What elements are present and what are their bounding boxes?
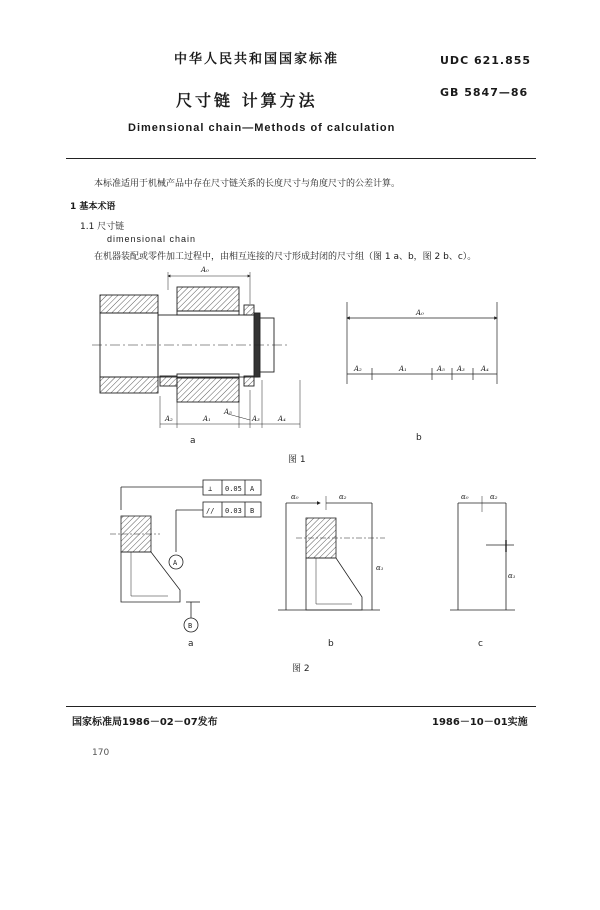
fig1a-label-A2: A₂ xyxy=(165,415,173,423)
figure1-caption: 图 1 xyxy=(288,455,306,465)
perpendicularity-symbol: ⊥ xyxy=(208,485,213,493)
intro-paragraph: 本标准适用于机械产品中存在尺寸链关系的长度尺寸与角度尺寸的公差计算。 xyxy=(94,179,401,189)
figure1a-assembly-drawing xyxy=(92,272,300,428)
fig1a-label-A3: A₃ xyxy=(252,415,260,423)
fig1b-label-A4: A₄ xyxy=(481,365,489,373)
document-title: 尺寸链 计算方法 xyxy=(176,91,318,110)
figure2a-part-drawing xyxy=(110,480,261,632)
fig1a-label-A0: A₀ xyxy=(201,266,209,274)
figure2b-angle-chain xyxy=(278,496,385,610)
datum-B-label: B xyxy=(188,622,193,630)
section-heading: 1 基本术语 xyxy=(70,202,116,212)
implementation-date: 1986－10－01实施 xyxy=(432,717,528,728)
document-title-english: Dimensional chain—Methods of calculation xyxy=(128,122,396,134)
fig1b-label-A3: A₃ xyxy=(457,365,465,373)
fig1b-sublabel: b xyxy=(416,433,422,443)
figure2-caption: 图 2 xyxy=(292,664,310,674)
publication-date: 国家标准局1986－02－07发布 xyxy=(72,717,218,728)
page-number: 170 xyxy=(92,748,110,758)
fig2b-label-a1: α₁ xyxy=(376,564,384,572)
fig2b-label-a0: α₀ xyxy=(291,493,299,501)
fig2c-label-a0: α₀ xyxy=(461,493,469,501)
gb-number: GB 5847—86 xyxy=(440,86,529,99)
perpendicularity-tolerance: 0.05 xyxy=(225,485,242,493)
standard-title: 中华人民共和国国家标准 xyxy=(174,52,340,67)
fig1a-label-A1: A₁ xyxy=(203,415,211,423)
fig1a-label-A4: A₄ xyxy=(278,415,286,423)
fig2c-label-a1: α₁ xyxy=(508,572,516,580)
footer-divider xyxy=(66,706,536,707)
definition-paragraph: 在机器装配或零件加工过程中，由相互连接的尺寸形成封闭的尺寸组（图 1 a、b，图 2 b、c）。 xyxy=(94,252,477,262)
fig2a-sublabel: a xyxy=(188,639,194,649)
figure2c-angle-chain xyxy=(450,496,515,610)
fig2b-sublabel: b xyxy=(328,639,334,649)
perpendicularity-datum: A xyxy=(250,485,255,493)
fig1a-sublabel: a xyxy=(190,436,196,446)
term-english: dimensional chain xyxy=(107,234,197,244)
fig2b-label-a2: α₂ xyxy=(339,493,347,501)
fig2c-sublabel: c xyxy=(478,639,483,649)
fig1b-label-A0: A₀ xyxy=(416,309,424,317)
udc-code: UDC 621.855 xyxy=(440,54,532,67)
fig1a-label-A5: A₅ xyxy=(224,408,232,416)
fig1b-label-A1: A₁ xyxy=(399,365,407,373)
subsection-heading: 1.1 尺寸链 xyxy=(80,222,125,232)
fig1b-label-A2: A₂ xyxy=(354,365,362,373)
fig2c-label-a2: α₂ xyxy=(490,493,498,501)
fig1b-label-A5: A₅ xyxy=(437,365,445,373)
datum-A-label: A xyxy=(173,559,178,567)
parallelism-symbol: // xyxy=(206,507,215,515)
parallelism-datum: B xyxy=(250,507,255,515)
parallelism-tolerance: 0.03 xyxy=(225,507,242,515)
